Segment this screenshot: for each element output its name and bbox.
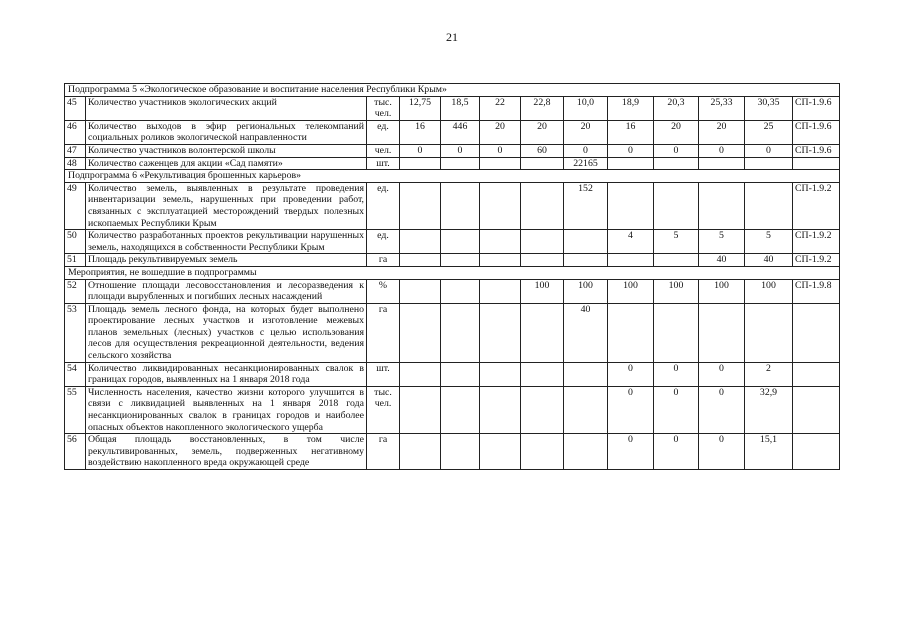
code-cell: СП-1.9.8 <box>793 279 840 303</box>
unit-cell: га <box>367 303 400 362</box>
value-cell: 100 <box>699 279 745 303</box>
row-number-cell: 52 <box>65 279 86 303</box>
value-cell <box>564 386 608 433</box>
value-cell: 0 <box>564 144 608 157</box>
table-row <box>65 120 840 144</box>
value-cell <box>400 303 441 362</box>
section-title: Мероприятия, не вошедшие в подпрограммы <box>65 266 840 279</box>
table-row <box>65 157 840 170</box>
value-cell: 22 <box>480 96 521 120</box>
code-cell <box>793 303 840 362</box>
value-cell <box>441 157 480 170</box>
value-cell <box>521 230 564 254</box>
value-cell: 0 <box>654 144 699 157</box>
value-cell: 0 <box>480 144 521 157</box>
section-header-row <box>65 170 840 183</box>
value-cell <box>654 157 699 170</box>
value-cell <box>400 279 441 303</box>
value-cell <box>441 303 480 362</box>
value-cell: 0 <box>654 362 699 386</box>
value-cell <box>480 386 521 433</box>
table-row <box>65 303 840 362</box>
value-cell <box>480 182 521 229</box>
value-cell: 40 <box>699 254 745 267</box>
value-cell: 100 <box>564 279 608 303</box>
value-cell: 60 <box>521 144 564 157</box>
value-cell: 40 <box>564 303 608 362</box>
value-cell <box>564 254 608 267</box>
row-number-cell: 50 <box>65 230 86 254</box>
indicator-name-cell: Площадь земель лесного фонда, на которых будет выполнено проектирование лесных участков и изготовление межевых планов земельных (лесных) участков с целью использования лесов для осуществления рекреационной деятельности, ведения сельского хозяйства <box>86 303 367 362</box>
unit-cell: чел. <box>367 144 400 157</box>
value-cell: 25,33 <box>699 96 745 120</box>
value-cell <box>441 230 480 254</box>
value-cell: 20 <box>521 120 564 144</box>
value-cell: 30,35 <box>745 96 793 120</box>
value-cell: 0 <box>745 144 793 157</box>
unit-cell: тыс. чел. <box>367 96 400 120</box>
value-cell: 0 <box>441 144 480 157</box>
value-cell: 0 <box>400 144 441 157</box>
value-cell <box>745 303 793 362</box>
row-number-cell: 56 <box>65 434 86 470</box>
value-cell <box>521 386 564 433</box>
value-cell: 20 <box>564 120 608 144</box>
code-cell: СП-1.9.2 <box>793 182 840 229</box>
indicator-name-cell: Количество участников экологических акций <box>86 96 367 120</box>
unit-cell: тыс. чел. <box>367 386 400 433</box>
table-row <box>65 230 840 254</box>
value-cell: 32,9 <box>745 386 793 433</box>
value-cell <box>441 279 480 303</box>
value-cell <box>608 182 654 229</box>
row-number-cell: 47 <box>65 144 86 157</box>
table-row <box>65 434 840 470</box>
unit-cell: га <box>367 254 400 267</box>
value-cell: 16 <box>608 120 654 144</box>
value-cell <box>441 254 480 267</box>
section-title: Подпрограмма 5 «Экологическое образование и воспитание населения Республики Крым» <box>65 84 840 97</box>
value-cell <box>400 182 441 229</box>
code-cell: СП-1.9.2 <box>793 254 840 267</box>
value-cell <box>441 182 480 229</box>
unit-cell: ед. <box>367 120 400 144</box>
value-cell: 18,9 <box>608 96 654 120</box>
value-cell: 22,8 <box>521 96 564 120</box>
value-cell <box>654 182 699 229</box>
code-cell <box>793 157 840 170</box>
value-cell: 20,3 <box>654 96 699 120</box>
code-cell <box>793 386 840 433</box>
value-cell <box>521 157 564 170</box>
indicator-name-cell: Количество саженцев для акции «Сад памяти» <box>86 157 367 170</box>
value-cell <box>564 434 608 470</box>
value-cell <box>480 279 521 303</box>
code-cell: СП-1.9.6 <box>793 96 840 120</box>
value-cell <box>521 254 564 267</box>
value-cell <box>564 362 608 386</box>
unit-cell: шт. <box>367 362 400 386</box>
row-number-cell: 51 <box>65 254 86 267</box>
value-cell: 0 <box>654 434 699 470</box>
value-cell <box>521 303 564 362</box>
value-cell: 20 <box>480 120 521 144</box>
section-header-row <box>65 266 840 279</box>
value-cell <box>400 254 441 267</box>
value-cell <box>745 157 793 170</box>
value-cell: 16 <box>400 120 441 144</box>
value-cell <box>400 434 441 470</box>
value-cell <box>480 303 521 362</box>
code-cell: СП-1.9.6 <box>793 120 840 144</box>
indicator-name-cell: Количество выходов в эфир региональных телекомпаний социальных роликов экологической направленности <box>86 120 367 144</box>
table-row <box>65 254 840 267</box>
value-cell: 2 <box>745 362 793 386</box>
value-cell: 18,5 <box>441 96 480 120</box>
value-cell <box>441 434 480 470</box>
value-cell: 0 <box>608 362 654 386</box>
unit-cell: % <box>367 279 400 303</box>
value-cell: 100 <box>521 279 564 303</box>
value-cell <box>521 182 564 229</box>
indicator-name-cell: Численность населения, качество жизни которого улучшится в связи с ликвидацией выявленных на 1 января 2018 года несанкционированных свалок в границах городов и наиболее опасных объектов накопленного экологического ущерба <box>86 386 367 433</box>
indicator-name-cell: Количество земель, выявленных в результате проведения инвентаризации земель, нарушенных при проведении работ, связанных с эксплуатацией месторождений твердых полезных ископаемых Республики Крым <box>86 182 367 229</box>
row-number-cell: 54 <box>65 362 86 386</box>
section-title: Подпрограмма 6 «Рекультивация брошенных карьеров» <box>65 170 840 183</box>
code-cell <box>793 434 840 470</box>
row-number-cell: 53 <box>65 303 86 362</box>
value-cell <box>745 182 793 229</box>
value-cell: 0 <box>608 144 654 157</box>
value-cell <box>480 230 521 254</box>
value-cell: 0 <box>699 144 745 157</box>
value-cell: 100 <box>745 279 793 303</box>
value-cell: 0 <box>608 386 654 433</box>
value-cell: 100 <box>654 279 699 303</box>
value-cell: 0 <box>699 362 745 386</box>
value-cell: 5 <box>699 230 745 254</box>
code-cell <box>793 362 840 386</box>
value-cell: 25 <box>745 120 793 144</box>
row-number-cell: 49 <box>65 182 86 229</box>
indicator-name-cell: Общая площадь восстановленных, в том числе рекультивированных, земель, подверженных негативному воздействию накопленного вреда окружающей среде <box>86 434 367 470</box>
table-row <box>65 279 840 303</box>
value-cell <box>441 386 480 433</box>
value-cell <box>654 254 699 267</box>
unit-cell: ед. <box>367 230 400 254</box>
value-cell <box>480 434 521 470</box>
value-cell: 10,0 <box>564 96 608 120</box>
value-cell: 0 <box>699 386 745 433</box>
value-cell <box>480 362 521 386</box>
value-cell: 446 <box>441 120 480 144</box>
value-cell <box>699 182 745 229</box>
row-number-cell: 45 <box>65 96 86 120</box>
value-cell <box>400 362 441 386</box>
value-cell: 40 <box>745 254 793 267</box>
indicator-name-cell: Количество ликвидированных несанкционированных свалок в границах городов, выявленных на 1 января 2018 года <box>86 362 367 386</box>
value-cell: 20 <box>699 120 745 144</box>
value-cell <box>699 303 745 362</box>
section-header-row <box>65 84 840 97</box>
value-cell: 100 <box>608 279 654 303</box>
indicator-name-cell: Количество разработанных проектов рекультивации нарушенных земель, находящихся в собственности Республики Крым <box>86 230 367 254</box>
code-cell: СП-1.9.2 <box>793 230 840 254</box>
value-cell: 12,75 <box>400 96 441 120</box>
row-number-cell: 55 <box>65 386 86 433</box>
value-cell <box>608 254 654 267</box>
value-cell <box>521 362 564 386</box>
indicator-name-cell: Отношение площади лесовосстановления и лесоразведения к площади вырубленных и погибших лесных насаждений <box>86 279 367 303</box>
value-cell <box>699 157 745 170</box>
value-cell <box>441 362 480 386</box>
value-cell: 5 <box>654 230 699 254</box>
row-number-cell: 48 <box>65 157 86 170</box>
value-cell <box>400 386 441 433</box>
value-cell <box>400 157 441 170</box>
table-row <box>65 182 840 229</box>
value-cell: 152 <box>564 182 608 229</box>
indicator-name-cell: Площадь рекультивируемых земель <box>86 254 367 267</box>
value-cell <box>400 230 441 254</box>
indicators-table <box>64 83 840 470</box>
value-cell: 0 <box>654 386 699 433</box>
value-cell <box>480 254 521 267</box>
unit-cell: шт. <box>367 157 400 170</box>
table-row <box>65 362 840 386</box>
value-cell: 0 <box>699 434 745 470</box>
value-cell: 5 <box>745 230 793 254</box>
value-cell <box>480 157 521 170</box>
unit-cell: га <box>367 434 400 470</box>
table-row <box>65 144 840 157</box>
page-number: 21 <box>446 30 458 44</box>
unit-cell: ед. <box>367 182 400 229</box>
indicator-name-cell: Количество участников волонтерской школы <box>86 144 367 157</box>
value-cell <box>608 303 654 362</box>
value-cell: 22165 <box>564 157 608 170</box>
table-row <box>65 386 840 433</box>
value-cell: 15,1 <box>745 434 793 470</box>
row-number-cell: 46 <box>65 120 86 144</box>
value-cell <box>564 230 608 254</box>
value-cell: 0 <box>608 434 654 470</box>
code-cell: СП-1.9.6 <box>793 144 840 157</box>
value-cell <box>608 157 654 170</box>
table-row <box>65 96 840 120</box>
value-cell <box>521 434 564 470</box>
value-cell: 4 <box>608 230 654 254</box>
value-cell <box>654 303 699 362</box>
value-cell: 20 <box>654 120 699 144</box>
